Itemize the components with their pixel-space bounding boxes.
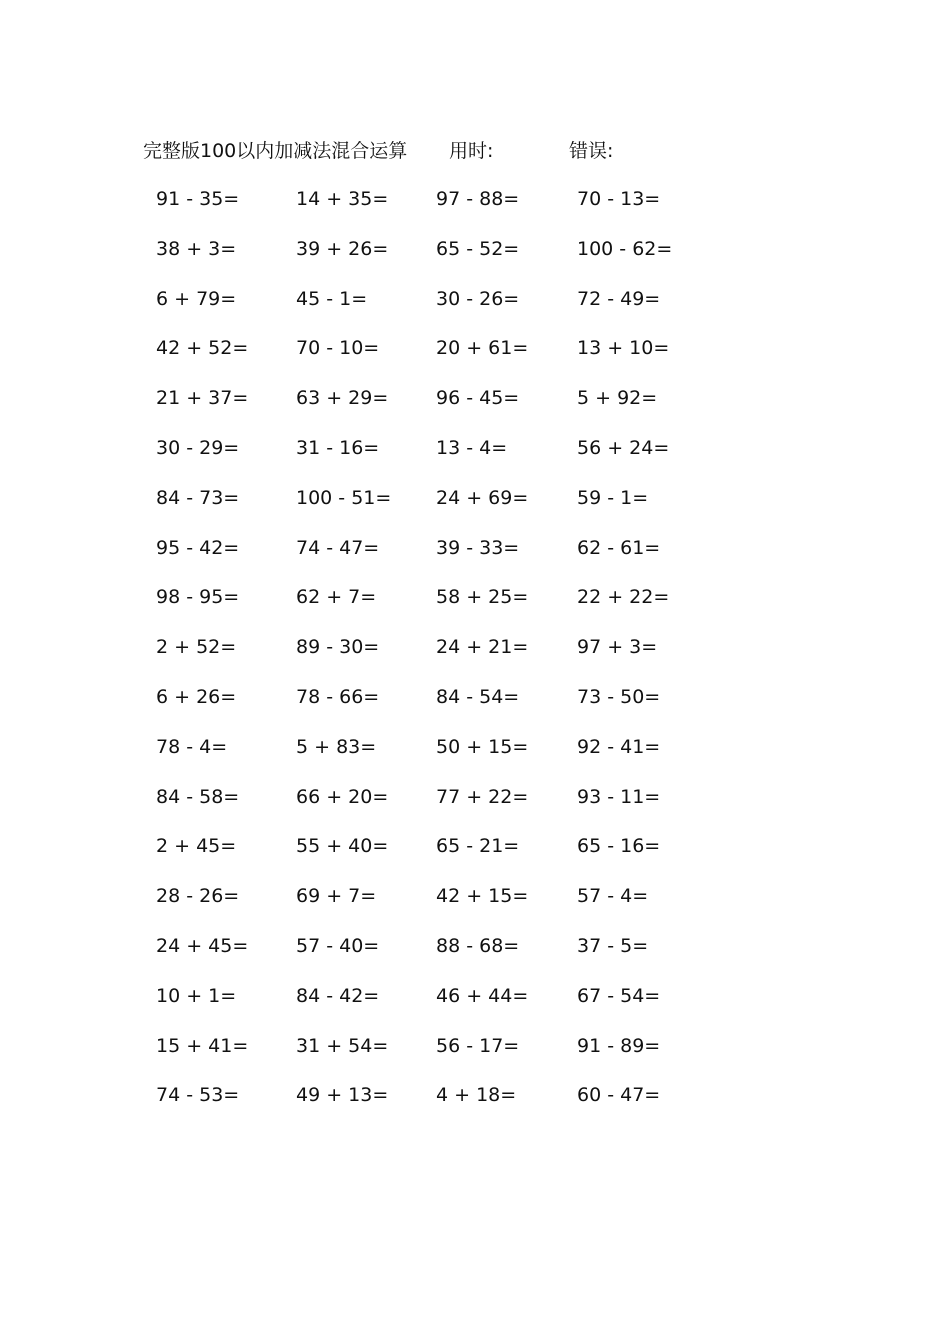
problem-item: 96 - 45= xyxy=(436,387,520,410)
problem-row xyxy=(0,981,950,1031)
problem-item: 91 - 35= xyxy=(156,188,240,210)
problem-item: 98 - 95= xyxy=(156,586,240,609)
problem-item: 100 - 51= xyxy=(296,486,392,509)
time-label: 用时: xyxy=(449,140,494,162)
problem-row xyxy=(0,582,950,632)
problem-item: 77 + 22= xyxy=(436,785,529,808)
problem-item: 65 - 21= xyxy=(436,835,520,858)
problem-item: 84 - 58= xyxy=(156,785,240,808)
problem-item: 46 + 44= xyxy=(436,984,529,1007)
problem-item: 14 + 35= xyxy=(296,188,389,210)
problem-item: 84 - 54= xyxy=(436,685,520,708)
problem-item: 67 - 54= xyxy=(577,984,661,1007)
problem-item: 65 - 16= xyxy=(577,835,661,858)
worksheet-title: 完整版100以内加减法混合运算 xyxy=(143,140,408,162)
problem-item: 95 - 42= xyxy=(156,536,240,559)
problem-item: 4 + 18= xyxy=(436,1084,517,1107)
problem-item: 5 + 92= xyxy=(577,387,658,410)
problem-item: 30 - 26= xyxy=(436,287,520,310)
problem-item: 62 + 7= xyxy=(296,586,377,609)
problem-item: 2 + 52= xyxy=(156,636,237,659)
problem-item: 31 - 16= xyxy=(296,436,380,459)
problem-item: 66 + 20= xyxy=(296,785,389,808)
problem-item: 62 - 61= xyxy=(577,536,661,559)
problem-item: 24 + 45= xyxy=(156,934,249,957)
problem-item: 24 + 21= xyxy=(436,636,529,659)
problem-item: 70 - 10= xyxy=(296,337,380,360)
problem-item: 39 - 33= xyxy=(436,536,520,559)
problem-item: 63 + 29= xyxy=(296,387,389,410)
problem-item: 22 + 22= xyxy=(577,586,670,609)
problem-item: 88 - 68= xyxy=(436,934,520,957)
problem-item: 60 - 47= xyxy=(577,1084,661,1107)
problem-item: 97 - 88= xyxy=(436,188,520,210)
problem-item: 28 - 26= xyxy=(156,885,240,908)
problem-item: 65 - 52= xyxy=(436,237,520,260)
problem-item: 30 - 29= xyxy=(156,436,240,459)
problem-item: 24 + 69= xyxy=(436,486,529,509)
problem-row xyxy=(0,483,950,533)
problem-item: 100 - 62= xyxy=(577,237,673,260)
problem-item: 42 + 15= xyxy=(436,885,529,908)
problem-item: 73 - 50= xyxy=(577,685,661,708)
problem-item: 6 + 79= xyxy=(156,287,237,310)
problem-item: 89 - 30= xyxy=(296,636,380,659)
problem-item: 59 - 1= xyxy=(577,486,649,509)
problem-row xyxy=(0,931,950,981)
problem-item: 2 + 45= xyxy=(156,835,237,858)
problem-item: 39 + 26= xyxy=(296,237,389,260)
problem-row xyxy=(0,1080,950,1130)
problem-item: 78 - 66= xyxy=(296,685,380,708)
problem-item: 91 - 89= xyxy=(577,1034,661,1057)
problem-item: 38 + 3= xyxy=(156,237,237,260)
problem-item: 69 + 7= xyxy=(296,885,377,908)
problem-item: 74 - 53= xyxy=(156,1084,240,1107)
problem-row xyxy=(0,533,950,583)
problem-item: 57 - 40= xyxy=(296,934,380,957)
problem-row xyxy=(0,732,950,782)
problem-item: 56 + 24= xyxy=(577,436,670,459)
problem-row xyxy=(0,333,950,383)
problem-item: 93 - 11= xyxy=(577,785,661,808)
problem-item: 15 + 41= xyxy=(156,1034,249,1057)
problem-item: 56 - 17= xyxy=(436,1034,520,1057)
problem-item: 57 - 4= xyxy=(577,885,649,908)
problem-row xyxy=(0,184,950,234)
problem-item: 21 + 37= xyxy=(156,387,249,410)
problem-grid xyxy=(0,184,950,1130)
problem-item: 74 - 47= xyxy=(296,536,380,559)
problem-item: 20 + 61= xyxy=(436,337,529,360)
problem-item: 50 + 15= xyxy=(436,735,529,758)
problem-row xyxy=(0,383,950,433)
problem-row xyxy=(0,632,950,682)
problem-row xyxy=(0,433,950,483)
problem-item: 58 + 25= xyxy=(436,586,529,609)
problem-item: 84 - 42= xyxy=(296,984,380,1007)
problem-item: 42 + 52= xyxy=(156,337,249,360)
problem-item: 45 - 1= xyxy=(296,287,368,310)
problem-item: 84 - 73= xyxy=(156,486,240,509)
problem-row xyxy=(0,234,950,284)
problem-item: 37 - 5= xyxy=(577,934,649,957)
errors-label: 错误: xyxy=(569,140,614,162)
problem-row xyxy=(0,782,950,832)
problem-row xyxy=(0,682,950,732)
problem-row xyxy=(0,881,950,931)
problem-item: 78 - 4= xyxy=(156,735,228,758)
problem-item: 5 + 83= xyxy=(296,735,377,758)
problem-item: 70 - 13= xyxy=(577,188,661,210)
problem-item: 55 + 40= xyxy=(296,835,389,858)
problem-row xyxy=(0,1031,950,1081)
problem-row xyxy=(0,831,950,881)
problem-item: 6 + 26= xyxy=(156,685,237,708)
problem-item: 49 + 13= xyxy=(296,1084,389,1107)
problem-item: 92 - 41= xyxy=(577,735,661,758)
problem-item: 13 - 4= xyxy=(436,436,508,459)
problem-item: 72 - 49= xyxy=(577,287,661,310)
worksheet-header xyxy=(143,136,703,166)
problem-item: 31 + 54= xyxy=(296,1034,389,1057)
problem-item: 10 + 1= xyxy=(156,984,237,1007)
problem-row xyxy=(0,284,950,334)
problem-item: 13 + 10= xyxy=(577,337,670,360)
problem-item: 97 + 3= xyxy=(577,636,658,659)
